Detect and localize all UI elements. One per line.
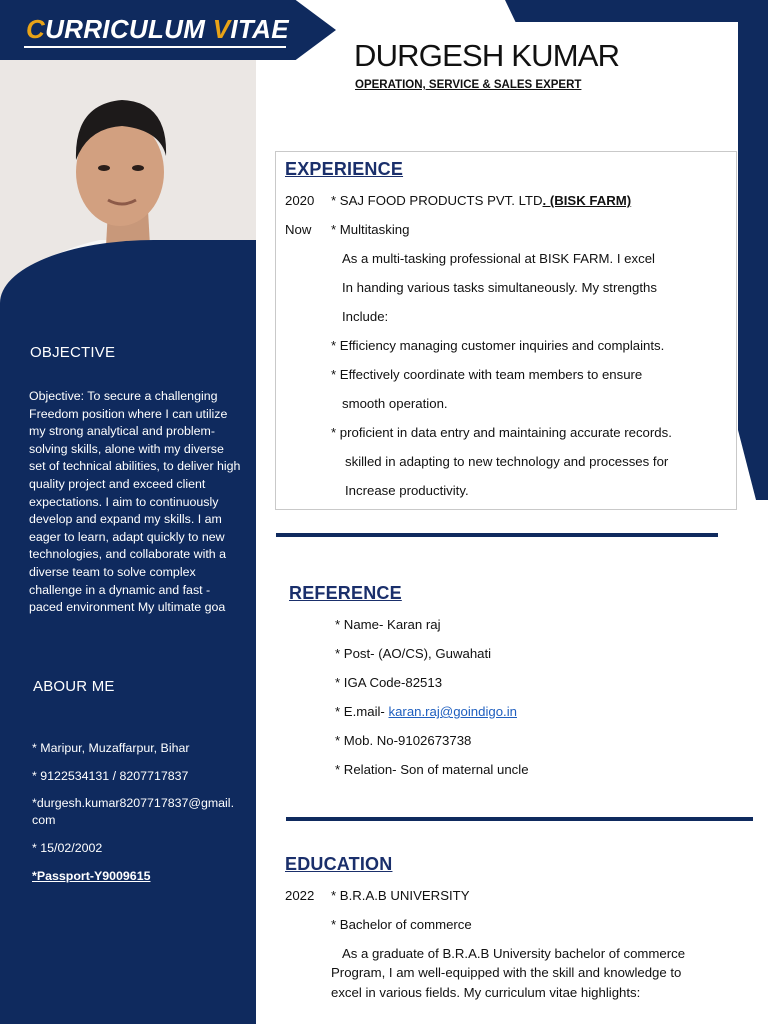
reference-post: * Post- (AO/CS), Guwahati	[335, 646, 492, 661]
candidate-role: OPERATION, SERVICE & SALES EXPERT	[355, 79, 582, 91]
experience-heading: EXPERIENCE	[285, 159, 404, 179]
about-address: * Maripur, Muzaffarpur, Bihar	[32, 741, 190, 755]
banner-letter-v: V	[212, 14, 231, 44]
experience-line: * Effectively coordinate with team members to ensure	[331, 367, 643, 382]
experience-year-start: 2020	[285, 193, 315, 208]
experience-line: * Multitasking	[331, 222, 410, 237]
education-desc: Program, I am well-equipped with the skill and knowledge to	[331, 965, 682, 980]
experience-year-end: Now	[285, 222, 312, 237]
experience-line: * proficient in data entry and maintaining accurate records.	[331, 425, 672, 440]
experience-company	[331, 193, 631, 208]
experience-line: Increase productivity.	[345, 483, 469, 498]
objective-heading: OBJECTIVE	[30, 344, 116, 361]
cv-banner-title	[26, 14, 289, 45]
about-phone: * 9122534131 / 8207717837	[32, 769, 189, 783]
banner-text-1: URRICULUM	[45, 14, 213, 44]
about-heading: ABOUR ME	[33, 678, 115, 695]
reference-email-row	[335, 704, 517, 719]
decor-right-edge	[738, 0, 768, 500]
education-heading: EDUCATION	[285, 854, 393, 874]
experience-line: skilled in adapting to new technology and processes for	[345, 454, 669, 469]
banner-text-2: ITAE	[230, 14, 289, 44]
section-divider	[286, 817, 753, 821]
education-year: 2022	[285, 888, 315, 903]
education-desc: As a graduate of B.R.A.B University bachelor of commerce	[342, 946, 686, 961]
reference-email-label: * E.mail-	[335, 704, 389, 719]
section-divider	[276, 533, 718, 537]
reference-mob: * Mob. No-9102673738	[335, 733, 472, 748]
about-passport: *Passport-Y9009615	[32, 869, 151, 883]
banner-letter-c: C	[26, 14, 46, 44]
banner-underline	[24, 46, 286, 48]
company-brand: . (BISK FARM)	[542, 193, 632, 208]
candidate-name: DURGESH KUMAR	[354, 38, 620, 73]
about-email: *durgesh.kumar8207717837@gmail.com	[32, 796, 235, 827]
experience-line: * Efficiency managing customer inquiries and complaints.	[331, 338, 665, 353]
education-desc: excel in various fields. My curriculum vitae highlights:	[331, 985, 641, 1000]
reference-email-link[interactable]: karan.raj@goindigo.in	[388, 704, 517, 719]
reference-iga: * IGA Code-82513	[335, 675, 443, 690]
experience-line: As a multi-tasking professional at BISK FARM. I excel	[342, 251, 655, 266]
education-university: * B.R.A.B UNIVERSITY	[331, 888, 470, 903]
reference-relation: * Relation- Son of maternal uncle	[335, 762, 529, 777]
objective-text: Objective: To secure a challenging Freedom position where I can utilize my strong analytical and problem- solving skills, alone with my diverse set of technical abilities, to deliver high quality project and exceed client expectations. I aim to continuously develop and expand my skills. I am eager to learn, adapt quickly to new technologies, and collaborate with a diverse team to solve complex challenge in a dynamic and fast -paced environment My ultimate goa	[29, 389, 241, 615]
education-degree: * Bachelor of commerce	[331, 917, 472, 932]
reference-name: * Name- Karan raj	[335, 617, 441, 632]
about-dob: * 15/02/2002	[32, 841, 103, 855]
company-name: * SAJ FOOD PRODUCTS PVT. LTD	[331, 193, 543, 208]
reference-heading: REFERENCE	[289, 583, 402, 603]
experience-line: smooth operation.	[342, 396, 448, 411]
experience-line: In handing various tasks simultaneously. My strengths	[342, 280, 657, 295]
experience-line: Include:	[342, 309, 389, 324]
decor-top-right	[505, 0, 768, 22]
